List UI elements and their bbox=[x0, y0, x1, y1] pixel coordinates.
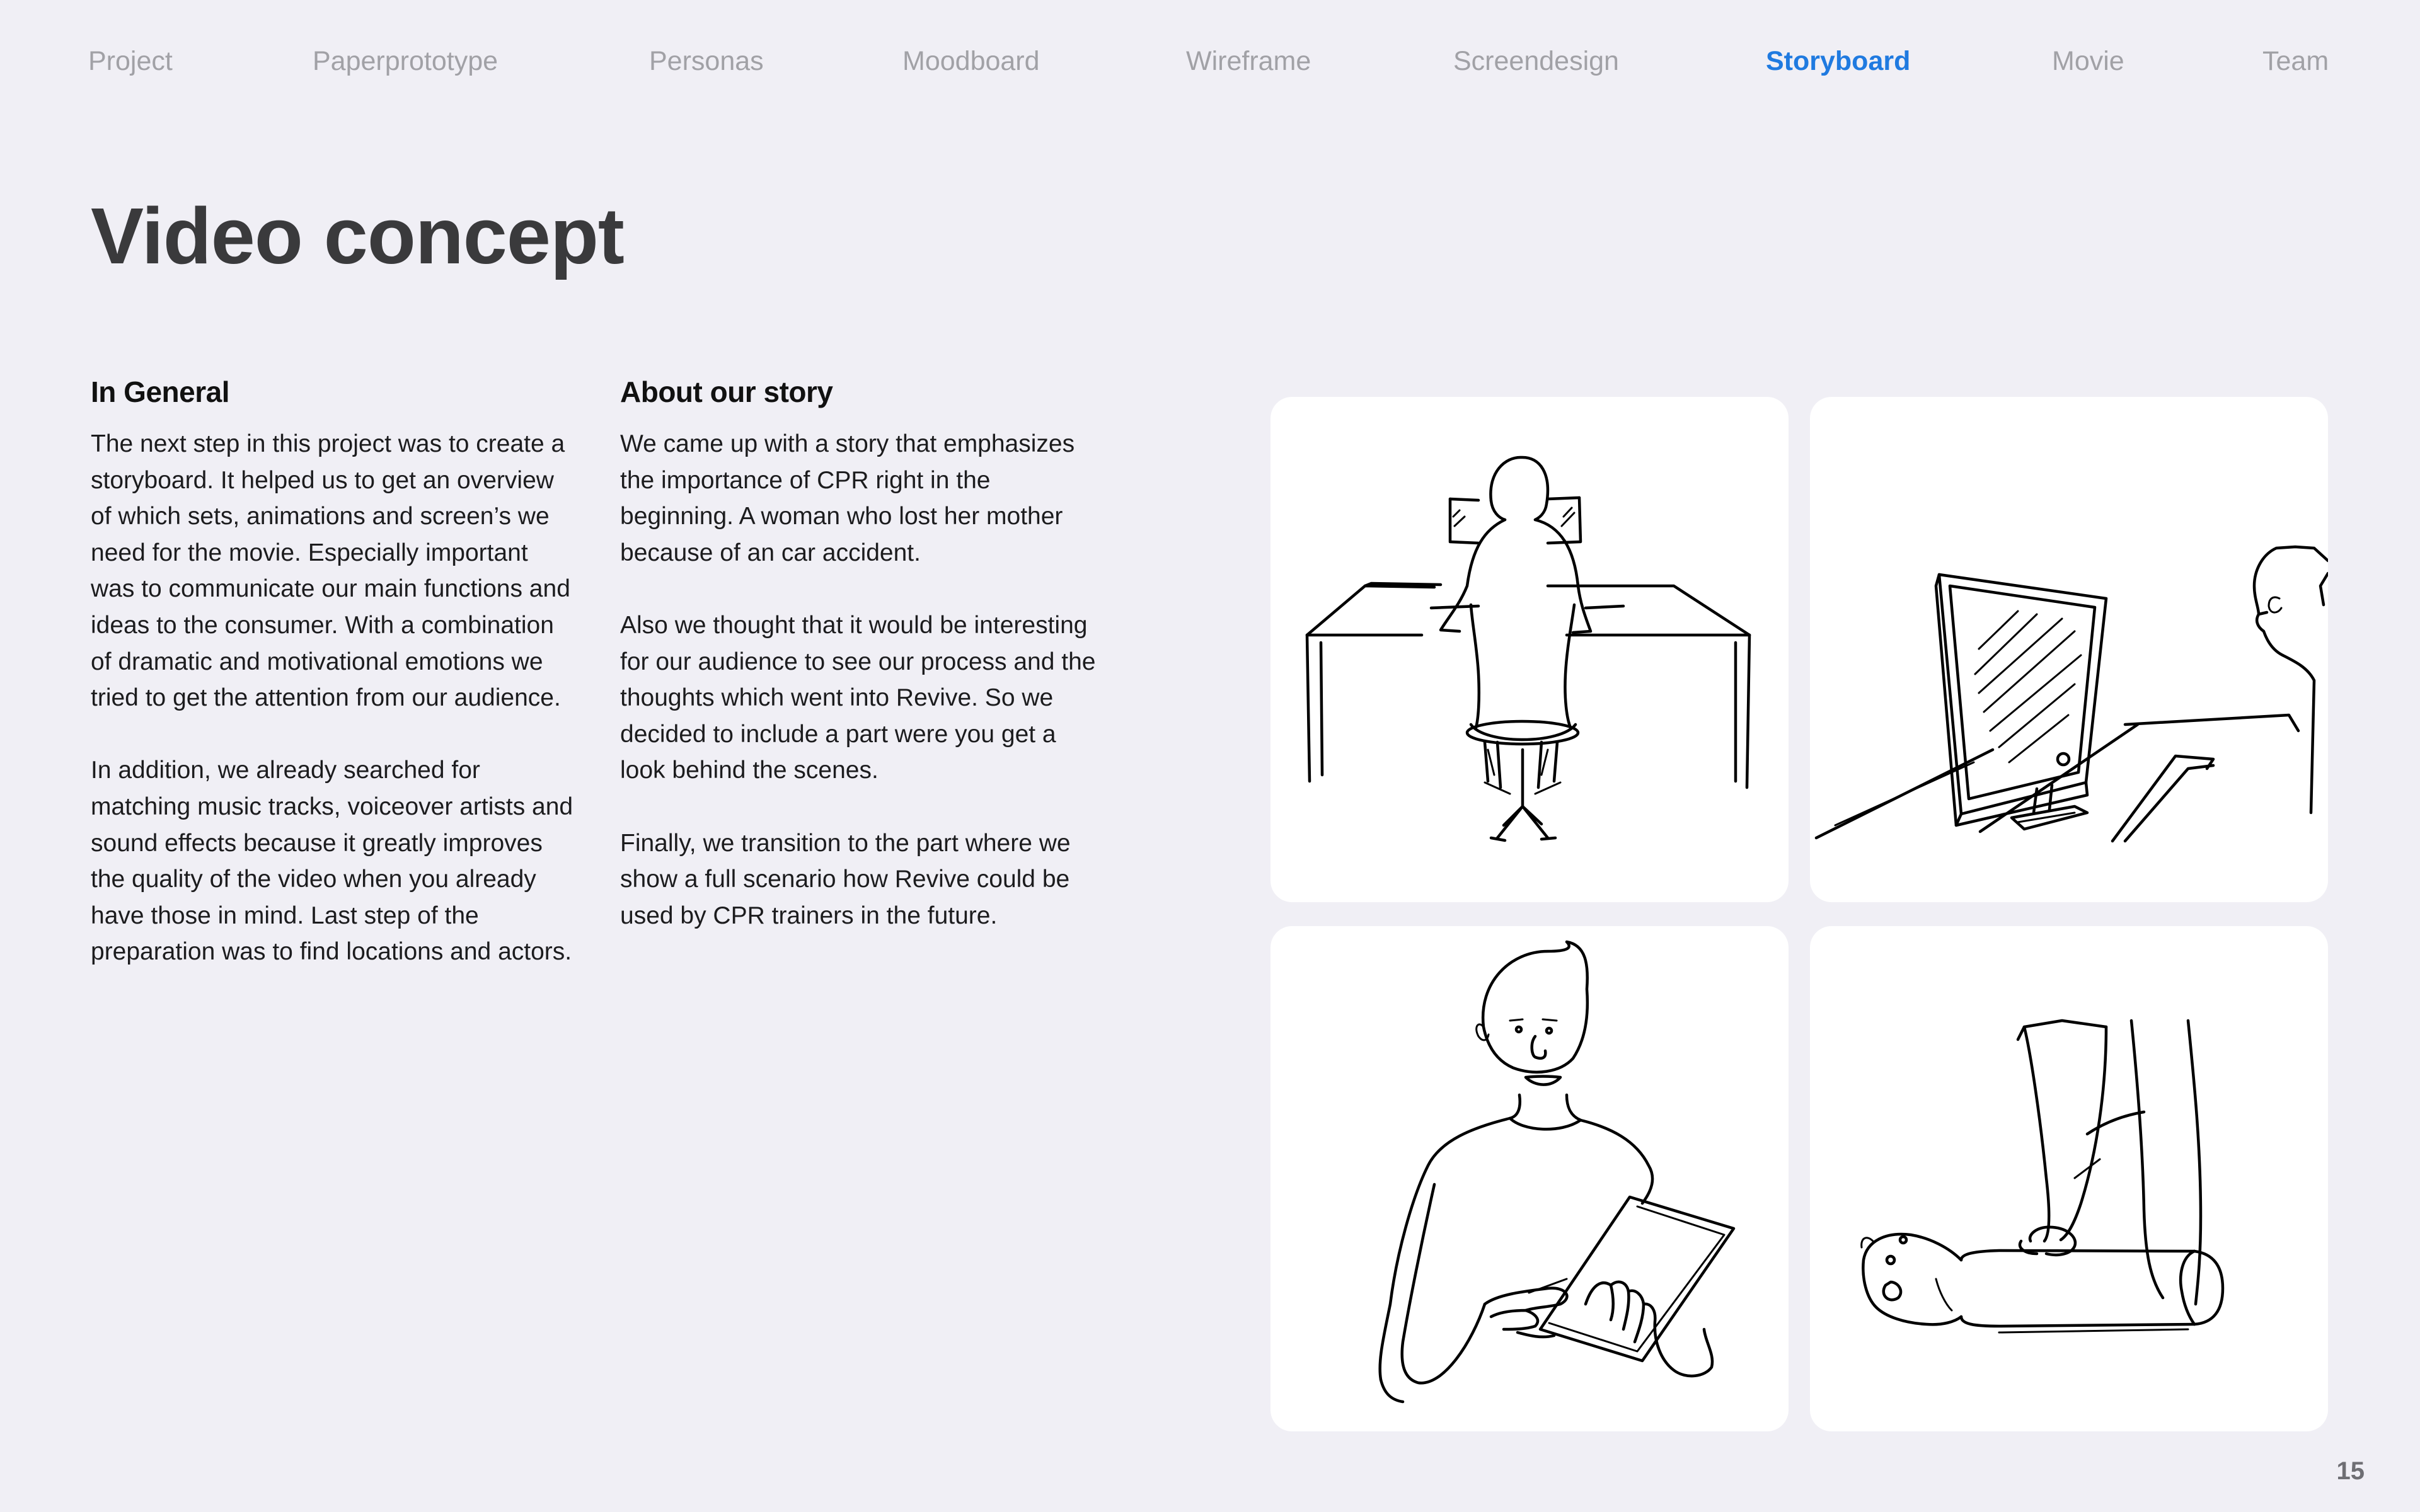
nav-item-moodboard[interactable]: Moodboard bbox=[902, 46, 1040, 76]
nav-item-screendesign[interactable]: Screendesign bbox=[1453, 46, 1619, 76]
story-paragraph: Also we thought that it would be interesting for our audience to see our process and the thoughts which went into Revive. So we decided to include a part were you get a look behind the scenes. bbox=[620, 611, 1096, 784]
storyboard-panel-4 bbox=[1810, 926, 2328, 1431]
nav-item-paperprototype[interactable]: Paperprototype bbox=[313, 46, 498, 76]
nav-item-project[interactable]: Project bbox=[88, 46, 173, 76]
nav-item-movie[interactable]: Movie bbox=[2052, 46, 2124, 76]
story-heading: About our story bbox=[620, 375, 833, 408]
story-paragraph: Finally, we transition to the part where we show a full scenario how Revive could be used by CPR trainers in the future. bbox=[620, 829, 1071, 929]
cpr-compression-sketch bbox=[1810, 926, 2328, 1431]
general-heading: In General bbox=[91, 375, 229, 408]
general-paragraph: In addition, we already searched for matching music tracks, voiceover artists and sound effects because it greatly improves the quality of the video when you already have those in mind. Last step of the preparation was to find locations and actors. bbox=[91, 757, 573, 966]
nav-item-storyboard[interactable]: Storyboard bbox=[1766, 46, 1911, 76]
story-section bbox=[620, 372, 1105, 970]
general-section bbox=[91, 372, 576, 1007]
monitor-and-person-sketch bbox=[1810, 397, 2328, 902]
storyboard-panel-1 bbox=[1270, 397, 1789, 902]
nav-item-wireframe[interactable]: Wireframe bbox=[1186, 46, 1311, 76]
page-number: 15 bbox=[2336, 1457, 2365, 1485]
storyboard-panel-2 bbox=[1810, 397, 2328, 902]
story-paragraph: We came up with a story that emphasizes the importance of CPR right in the beginning. A woman who lost her mother because of an car accident. bbox=[620, 430, 1075, 566]
nav-item-personas[interactable]: Personas bbox=[649, 46, 764, 76]
person-at-desk-sketch bbox=[1270, 397, 1789, 902]
general-paragraph: The next step in this project was to create a storyboard. It helped us to get an overview of which sets, animations and screen’s we need for the movie. Especially important was to communicate our main functions and ideas to the consumer. With a combination of dramatic and motivational emotions we tried to get the attention from our audience. bbox=[91, 430, 570, 712]
storyboard-panel-3 bbox=[1270, 926, 1789, 1431]
man-with-tablet-sketch bbox=[1270, 926, 1789, 1431]
page-title: Video concept bbox=[91, 192, 624, 280]
top-navigation bbox=[0, 39, 2420, 83]
nav-item-team[interactable]: Team bbox=[2262, 46, 2329, 76]
